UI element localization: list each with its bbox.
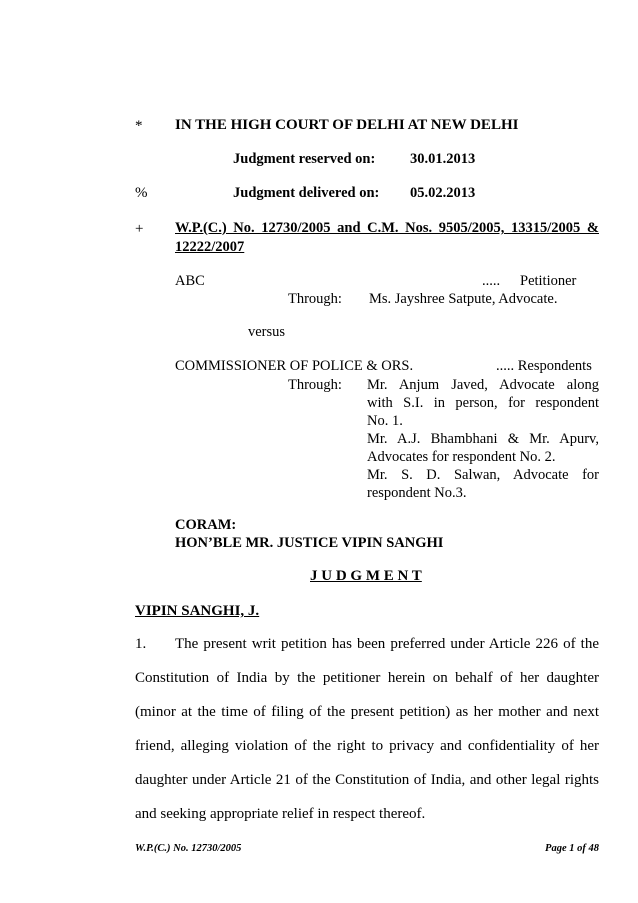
reserved-date: 30.01.2013 — [410, 151, 476, 167]
respondent-counsel-line: Advocates for respondent No. 2. — [367, 449, 556, 465]
paragraph-line: The present writ petition has been preferred under Article 226 of the — [175, 636, 599, 652]
respondent-counsel-line: Mr. Anjum Javed, Advocate along — [367, 377, 599, 393]
delivered-label: Judgment delivered on: — [233, 185, 380, 201]
marker-percent: % — [135, 185, 148, 201]
respondent-role: ..... Respondents — [496, 358, 592, 374]
paragraph-line: and seeking appropriate relief in respect thereof. — [135, 806, 426, 822]
case-number-line-1: W.P.(C.) No. 12730/2005 and C.M. Nos. 9505/2005, 13315/2005 & — [175, 220, 599, 236]
court-title: IN THE HIGH COURT OF DELHI AT NEW DELHI — [175, 117, 519, 133]
paragraph-line: (minor at the time of filing of the present petition) as her mother and next — [135, 704, 599, 720]
paragraph-line: daughter under Article 21 of the Constitution of India, and other legal rights — [135, 772, 599, 788]
petitioner-dots: ..... — [482, 273, 501, 289]
through-label-respondent: Through: — [288, 377, 342, 393]
marker-star: * — [135, 118, 143, 134]
paragraph-line: friend, alleging violation of the right to privacy and confidentiality of her — [135, 738, 599, 754]
respondent-counsel-line: with S.I. in person, for respondent — [367, 395, 599, 411]
paragraph-number: 1. — [135, 636, 147, 652]
respondent-counsel-line: Mr. S. D. Salwan, Advocate for — [367, 467, 599, 483]
petitioner-name: ABC — [175, 273, 205, 289]
through-label-petitioner: Through: — [288, 291, 342, 307]
petitioner-role: Petitioner — [520, 273, 577, 289]
coram-judge: HON’BLE MR. JUSTICE VIPIN SANGHI — [175, 535, 444, 551]
judgment-heading: J U D G M E N T — [310, 568, 422, 584]
marker-plus: + — [135, 221, 144, 237]
footer-case-number: W.P.(C.) No. 12730/2005 — [135, 843, 242, 854]
paragraph-line: Constitution of India by the petitioner herein on behalf of her daughter — [135, 670, 599, 686]
respondent-name: COMMISSIONER OF POLICE & ORS. — [175, 358, 414, 374]
footer-page-number: Page 1 of 48 — [545, 843, 599, 854]
respondent-counsel-line: respondent No.3. — [367, 485, 467, 501]
reserved-label: Judgment reserved on: — [233, 151, 376, 167]
case-number-line-2: 12222/2007 — [175, 239, 245, 255]
respondent-counsel-line: No. 1. — [367, 413, 403, 429]
coram-label: CORAM: — [175, 517, 237, 533]
delivered-date: 05.02.2013 — [410, 185, 476, 201]
author-name: VIPIN SANGHI, J. — [135, 603, 260, 619]
petitioner-counsel: Ms. Jayshree Satpute, Advocate. — [369, 291, 558, 307]
respondent-counsel-line: Mr. A.J. Bhambhani & Mr. Apurv, — [367, 431, 599, 447]
versus: versus — [248, 324, 286, 340]
